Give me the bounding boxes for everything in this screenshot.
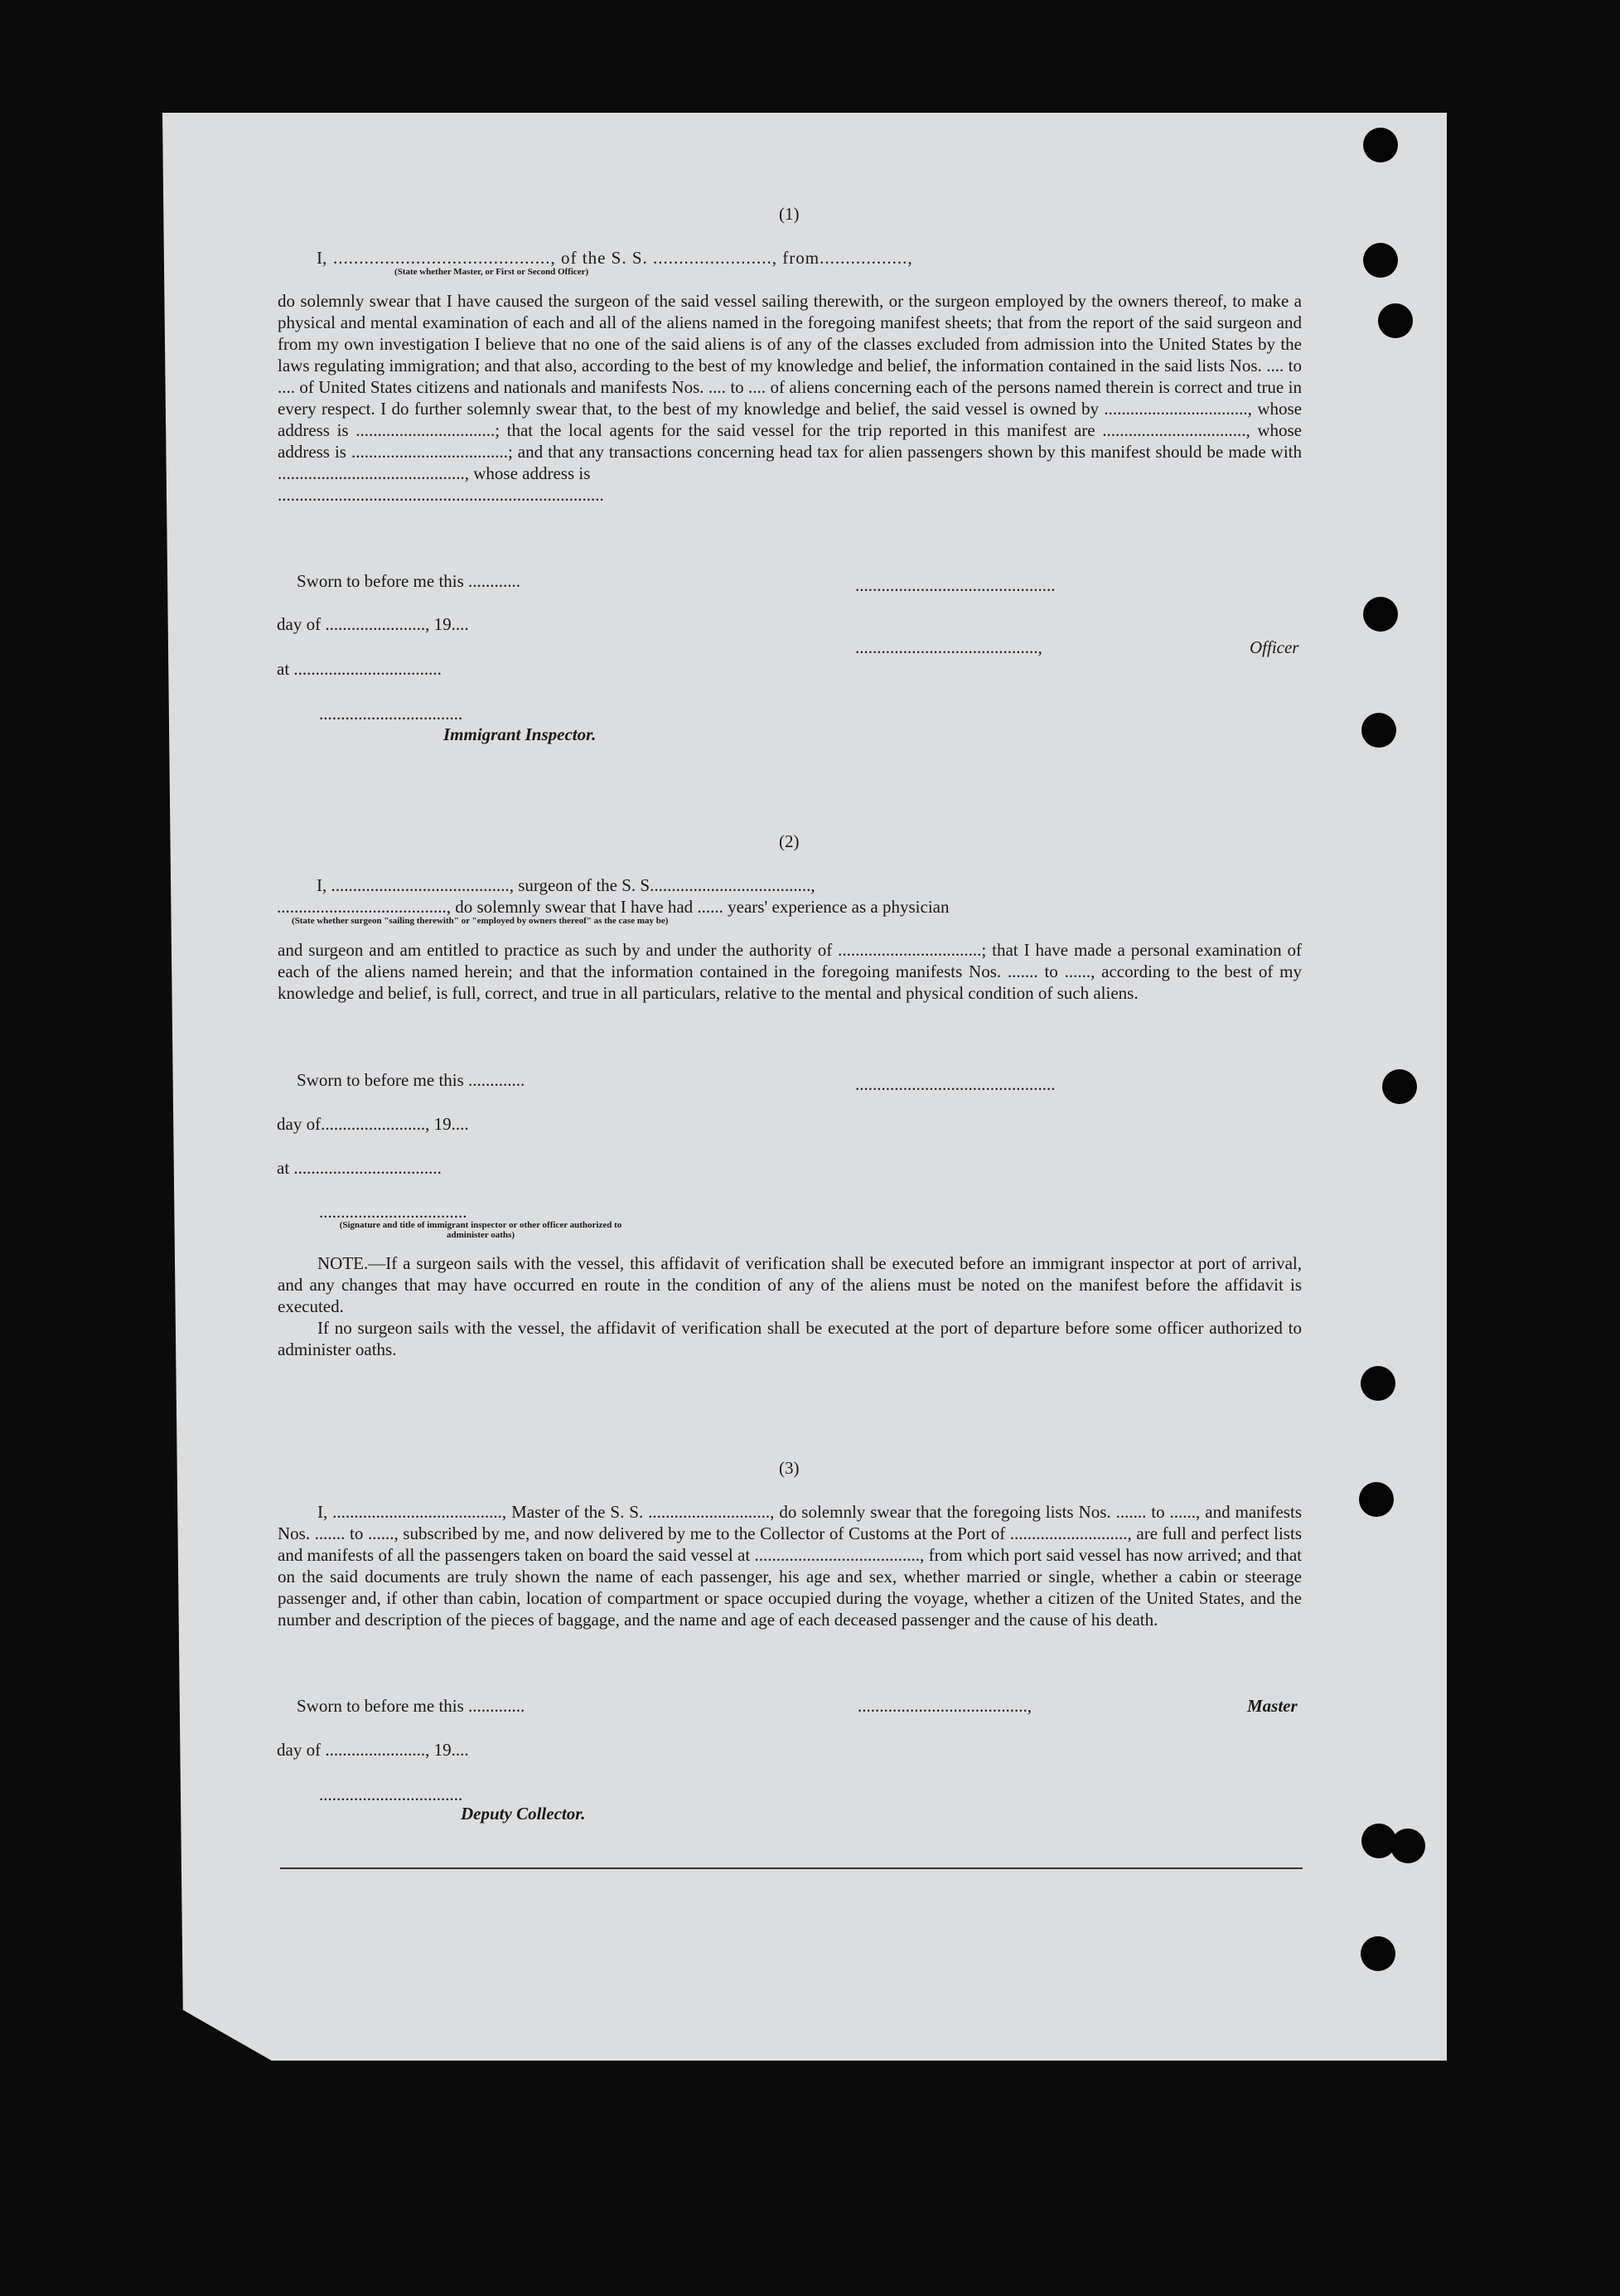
binder-hole <box>1363 243 1398 278</box>
section-2-first-line: I, ........................................., surgeon of the S. S....................................., <box>317 875 815 895</box>
section-1-oath-text <box>278 290 1302 506</box>
section-2-second-line-note: (State whether surgeon "sailing therewith" or "employed by owners thereof" as the case may be) <box>292 916 669 926</box>
section-3-day: day of ......................., 19.... <box>277 1740 469 1760</box>
section-1-officer-label: Officer <box>1250 637 1299 657</box>
section-2-at: at .................................. <box>277 1158 442 1178</box>
bottom-rule <box>280 1867 1303 1869</box>
section-1-signature-line: .............................................. <box>855 575 1056 595</box>
binder-hole <box>1390 1829 1425 1863</box>
section-1-inspector-line: ................................. <box>319 704 463 724</box>
section-1-sworn: Sworn to before me this ............ <box>297 571 521 591</box>
section-1-officer-line: .........................................., <box>855 637 1042 657</box>
binder-hole <box>1363 597 1398 632</box>
section-3-body: I, ......................................., Master of the S. S. ............................, do solemnly swear that the foregoing lists Nos. ....... to ......, and manifests Nos. ....... to ......, subscribed by me, and now delivered by me to the Collector of Customs at the Port of ..........................., are full and perfect lists and manifests of all the passengers taken on board the said vessel at ......................................, from which port said vessel has now arrived; and that on the said documents are truly shown the name of each passenger, his age and sex, whether married or single, whether a cabin or steerage passenger and, if other than cabin, location of compartment or space occupied during the voyage, whether a citizen of the United States, and the number and description of the pieces of baggage, and the name and age of each deceased passenger and the cause of his death. <box>278 1502 1302 1630</box>
section-2-note-2: If no surgeon sails with the vessel, the affidavit of verification shall be executed at the port of departure before some officer authorized to administer oaths. <box>278 1318 1302 1359</box>
section-3-sworn: Sworn to before me this ............. <box>297 1696 525 1716</box>
note-label: NOTE. <box>317 1253 369 1273</box>
binder-hole <box>1378 303 1413 338</box>
section-2-body: and surgeon and am entitled to practice as such by and under the authority of .................................; that I have made a personal examination of each of the aliens named herein; and that the information contained in the foregoing manifests Nos. ....... to ......, according to the best of my knowledge and belief, is full, correct, and true in all particulars, relative to the mental and physical condition of such aliens. <box>278 940 1302 1003</box>
section-2-day: day of........................, 19.... <box>277 1114 469 1134</box>
section-2-signature-line: .............................................. <box>855 1074 1056 1094</box>
section-1-number: (1) <box>779 204 800 224</box>
section-1-body-tail: ........................................................................... <box>278 485 604 505</box>
section-2-inspector-note: (Signature and title of immigrant inspector or other officer authorized to administer oaths) <box>339 1220 622 1240</box>
binder-hole <box>1363 128 1398 162</box>
section-1-inspector-label: Immigrant Inspector. <box>443 724 597 744</box>
section-1-first-line-note: (State whether Master, or First or Second Officer) <box>394 267 589 277</box>
section-1-body: do solemnly swear that I have caused the surgeon of the said vessel sailing therewith, or the surgeon employed by the owners thereof, to make a physical and mental examination of each and all of the aliens named in the foregoing manifest sheets; that from the report of the said surgeon and from my own investigation I believe that no one of the said aliens is of any of the classes excluded from admission into the United States by the laws regulating immigration; and that also, according to the best of my knowledge and belief, the information contained in the said lists Nos. .... to .... of United States citizens and nationals and manifests Nos. .... to .... of aliens concerning each of the persons named therein is correct and true in every respect. I do further solemnly swear that, to the best of my knowledge and belief, the said vessel is owned by ................................., whose address is ................................; that the local agents for the said vessel for the trip reported in this manifest are ................................., whose address is ....................................; and that any transactions concerning head tax for alien passengers shown by this manifest should be made with ..........................................., whose address is <box>278 291 1302 483</box>
section-1-first-line: .........................................., of the S. S. ......................., from................., <box>333 248 913 268</box>
section-1-at: at .................................. <box>277 659 442 679</box>
section-3-collector-line: ................................. <box>319 1785 463 1804</box>
binder-hole <box>1361 1936 1395 1971</box>
section-3-master-line: ......................................., <box>858 1696 1032 1716</box>
note-1-text: —If a surgeon sails with the vessel, this affidavit of verification shall be executed before an immigrant inspector at port of arrival, and any changes that may have occurred en route in the condition of any of the aliens must be noted on the manifest before the affidavit is executed. <box>278 1253 1302 1316</box>
section-1-day: day of ......................., 19.... <box>277 614 469 634</box>
section-3-number: (3) <box>779 1458 800 1478</box>
section-3-master-label: Master <box>1247 1696 1298 1716</box>
section-2-sworn: Sworn to before me this ............. <box>297 1070 525 1090</box>
section-2-notes <box>278 1252 1302 1360</box>
binder-hole <box>1361 713 1396 748</box>
section-2-number: (2) <box>779 831 800 851</box>
section-2-second-line: ......................................., do solemnly swear that I have had ...... years' experience as a physician <box>277 897 950 917</box>
section-2-note-1 <box>278 1252 1302 1317</box>
binder-hole <box>1361 1366 1395 1401</box>
section-1-i: I, <box>317 248 327 268</box>
binder-hole <box>1382 1069 1417 1104</box>
section-2-inspector-line: .................................. <box>319 1202 467 1222</box>
binder-hole <box>1359 1482 1394 1517</box>
section-3-collector-label: Deputy Collector. <box>461 1804 586 1824</box>
